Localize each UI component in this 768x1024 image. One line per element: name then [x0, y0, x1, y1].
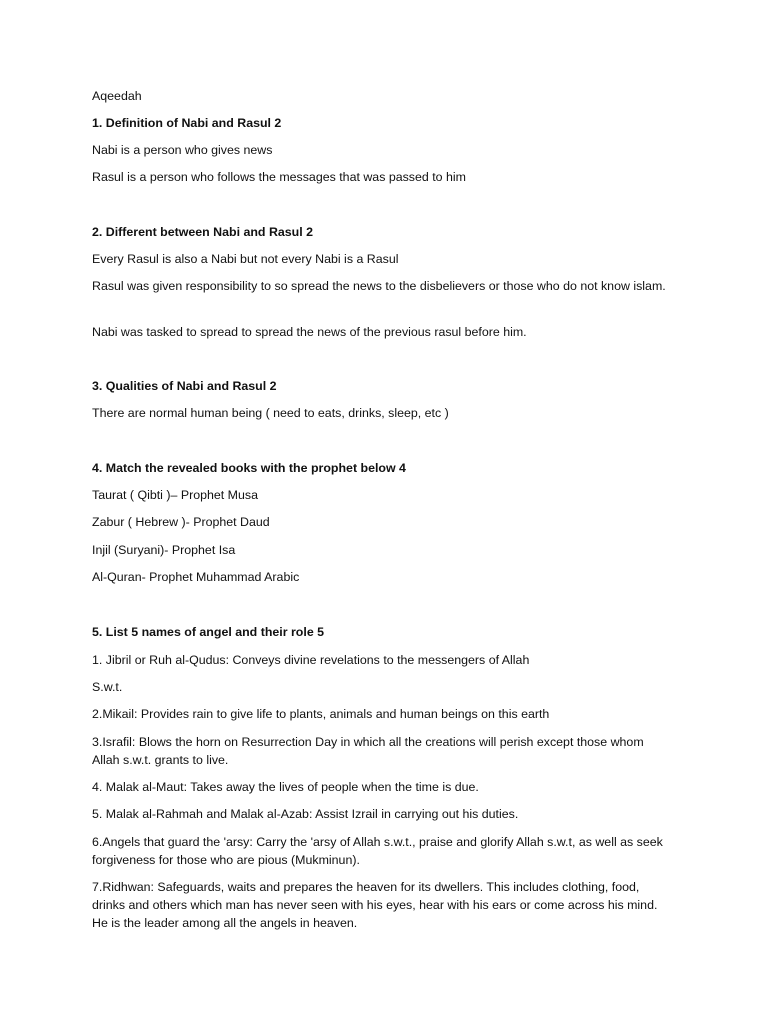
section-5-line: S.w.t. [92, 680, 123, 694]
section-4-heading: 4. Match the revealed books with the prophet below 4 [92, 461, 406, 475]
section-5-line: 3.Israfil: Blows the horn on Resurrection Day in which all the creations will perish except those whom Allah s.w.t. grants to live. [92, 735, 644, 767]
section-5-line: 4. Malak al-Maut: Takes away the lives of people when the time is due. [92, 780, 479, 794]
section-1-heading: 1. Definition of Nabi and Rasul 2 [92, 116, 282, 130]
section-2-heading: 2. Different between Nabi and Rasul 2 [92, 225, 314, 239]
section-4-line: Al-Quran- Prophet Muhammad Arabic [92, 570, 300, 584]
section-5-heading: 5. List 5 names of angel and their role 5 [92, 625, 325, 639]
section-1-line: Rasul is a person who follows the messages that was passed to him [92, 170, 466, 184]
section-4-line: Taurat ( Qibti )– Prophet Musa [92, 488, 258, 502]
section-5-line: 7.Ridhwan: Safeguards, waits and prepares the heaven for its dwellers. This includes clothing, food, drinks and others which man has never seen with his eyes, hear with his ears or come across his mind. He is the leader among all the angels in heaven. [92, 880, 658, 930]
section-5-line: 6.Angels that guard the 'arsy: Carry the 'arsy of Allah s.w.t., praise and glorify Allah s.w.t, as well as seek forgiveness for those who are pious (Mukminun). [92, 835, 663, 867]
section-4-line: Zabur ( Hebrew )- Prophet Daud [92, 515, 270, 529]
section-4-line: Injil (Suryani)- Prophet Isa [92, 543, 236, 557]
section-1-line: Nabi is a person who gives news [92, 143, 273, 157]
document-title: Aqeedah [92, 89, 142, 103]
section-2-line: Nabi was tasked to spread to spread the news of the previous rasul before him. [92, 325, 527, 339]
section-2-line: Every Rasul is also a Nabi but not every Nabi is a Rasul [92, 252, 399, 266]
section-5-line: 1. Jibril or Ruh al-Qudus: Conveys divine revelations to the messengers of Allah [92, 653, 530, 667]
section-2-line: Rasul was given responsibility to so spread the news to the disbelievers or those who do not know islam. [92, 279, 666, 293]
section-3-heading: 3. Qualities of Nabi and Rasul 2 [92, 379, 277, 393]
section-5-line: 2.Mikail: Provides rain to give life to plants, animals and human beings on this earth [92, 707, 550, 721]
section-3-line: There are normal human being ( need to eats, drinks, sleep, etc ) [92, 406, 449, 420]
section-5-line: 5. Malak al-Rahmah and Malak al-Azab: Assist Izrail in carrying out his duties. [92, 807, 519, 821]
